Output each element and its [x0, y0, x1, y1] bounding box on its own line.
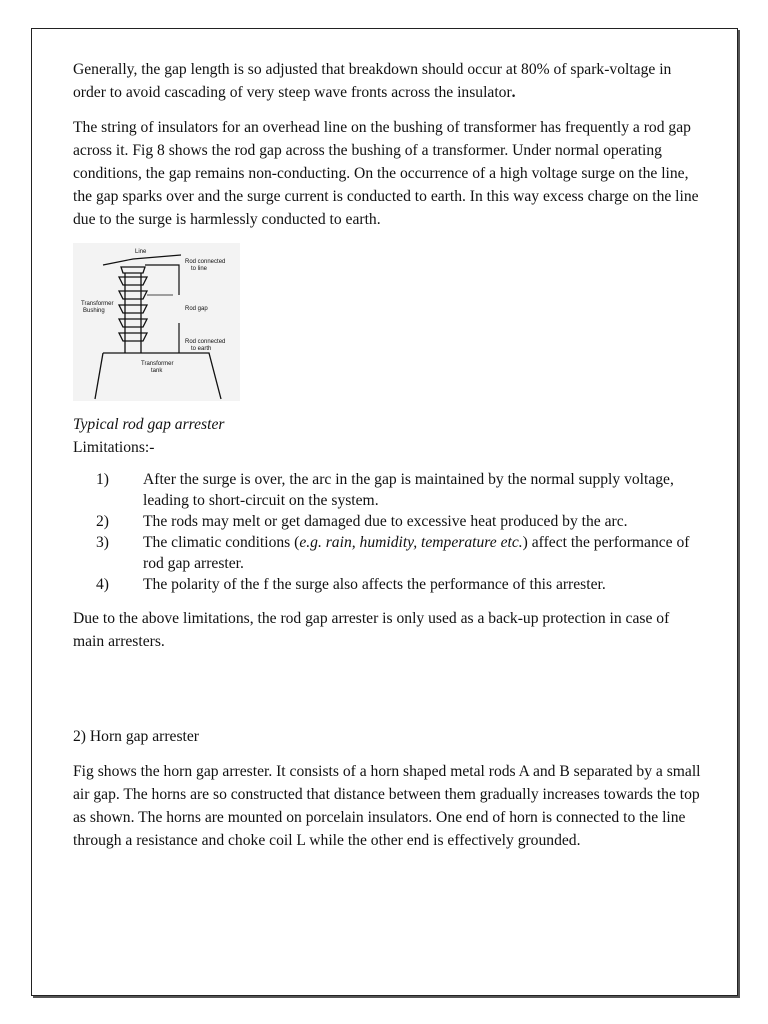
conclusion-paragraph: Due to the above limitations, the rod gap arrester is only used as a back-up protection in case of main arresters.	[73, 610, 670, 650]
limitations-heading: Limitations:-	[73, 439, 155, 456]
list-text: The climatic conditions (	[143, 534, 300, 551]
bushing-sheds	[119, 267, 147, 353]
list-number: 4)	[96, 576, 109, 593]
list-text: After the surge is over, the arc in the gap is maintained by the normal supply voltage, leading to short-circuit on the system.	[143, 471, 674, 509]
label-rod-line-2: to line	[191, 266, 208, 272]
document-body	[73, 58, 703, 852]
list-text: The rods may melt or get damaged due to excessive heat produced by the arc.	[143, 513, 628, 530]
list-text: The polarity of the f the surge also affects the performance of this arrester.	[143, 576, 606, 593]
list-number: 3)	[96, 534, 109, 551]
label-rod-gap: Rod gap	[185, 306, 208, 312]
label-bushing-2: Bushing	[83, 308, 105, 314]
label-rod-earth-2: to earth	[191, 346, 212, 352]
rod-gap-paragraph: The string of insulators for an overhead line on the bushing of transformer has frequently a rod gap across it. Fig 8 shows the rod gap across the bushing of a transformer. Under normal operating conditions, the gap remains non-conducting. On the occurrence of a high voltage surge on the line, the gap sparks over and the surge current is conducted to earth. In this way excess charge on the line due to the surge is harmlessly conducted to earth.	[73, 119, 699, 228]
limitations-list	[73, 469, 703, 595]
label-bushing-1: Transformer	[81, 301, 114, 307]
label-tank-2: tank	[151, 368, 163, 374]
horn-gap-paragraph: Fig shows the horn gap arrester. It consists of a horn shaped metal rods A and B separated by a small air gap. The horns are so constructed that distance between them gradually increases towards the top as shown. The horns are mounted on porcelain insulators. One end of horn is connected to the line through a resistance and choke coil L while the other end is effectively grounded.	[73, 763, 701, 849]
rod-to-line	[145, 265, 179, 295]
rod-gap-diagram	[73, 243, 240, 401]
list-number: 2)	[96, 513, 109, 530]
list-item	[73, 574, 703, 595]
label-rod-earth-1: Rod connected	[185, 339, 226, 345]
list-text-after: ) affect the performance of rod gap arrester.	[143, 534, 690, 572]
label-tank-1: Transformer	[141, 361, 174, 367]
list-item	[73, 511, 703, 532]
label-rod-line-1: Rod connected	[185, 259, 226, 265]
figure-caption: Typical rod gap arrester	[73, 416, 225, 433]
intro-text: Generally, the gap length is so adjusted that breakdown should occur at 80% of spark-voltage in order to avoid cascading of very steep wave fronts across the insulator	[73, 61, 672, 101]
list-item	[73, 532, 703, 574]
label-line: Line	[135, 249, 147, 255]
rod-gap-figure	[73, 243, 240, 401]
line-conductor	[103, 255, 181, 265]
list-number: 1)	[96, 471, 109, 488]
intro-end: .	[511, 84, 516, 101]
list-item	[73, 469, 703, 511]
intro-paragraph	[73, 58, 703, 104]
transformer-tank	[95, 353, 221, 399]
horn-gap-heading: 2) Horn gap arrester	[73, 728, 199, 745]
list-text-italic: e.g. rain, humidity, temperature etc.	[299, 534, 523, 551]
